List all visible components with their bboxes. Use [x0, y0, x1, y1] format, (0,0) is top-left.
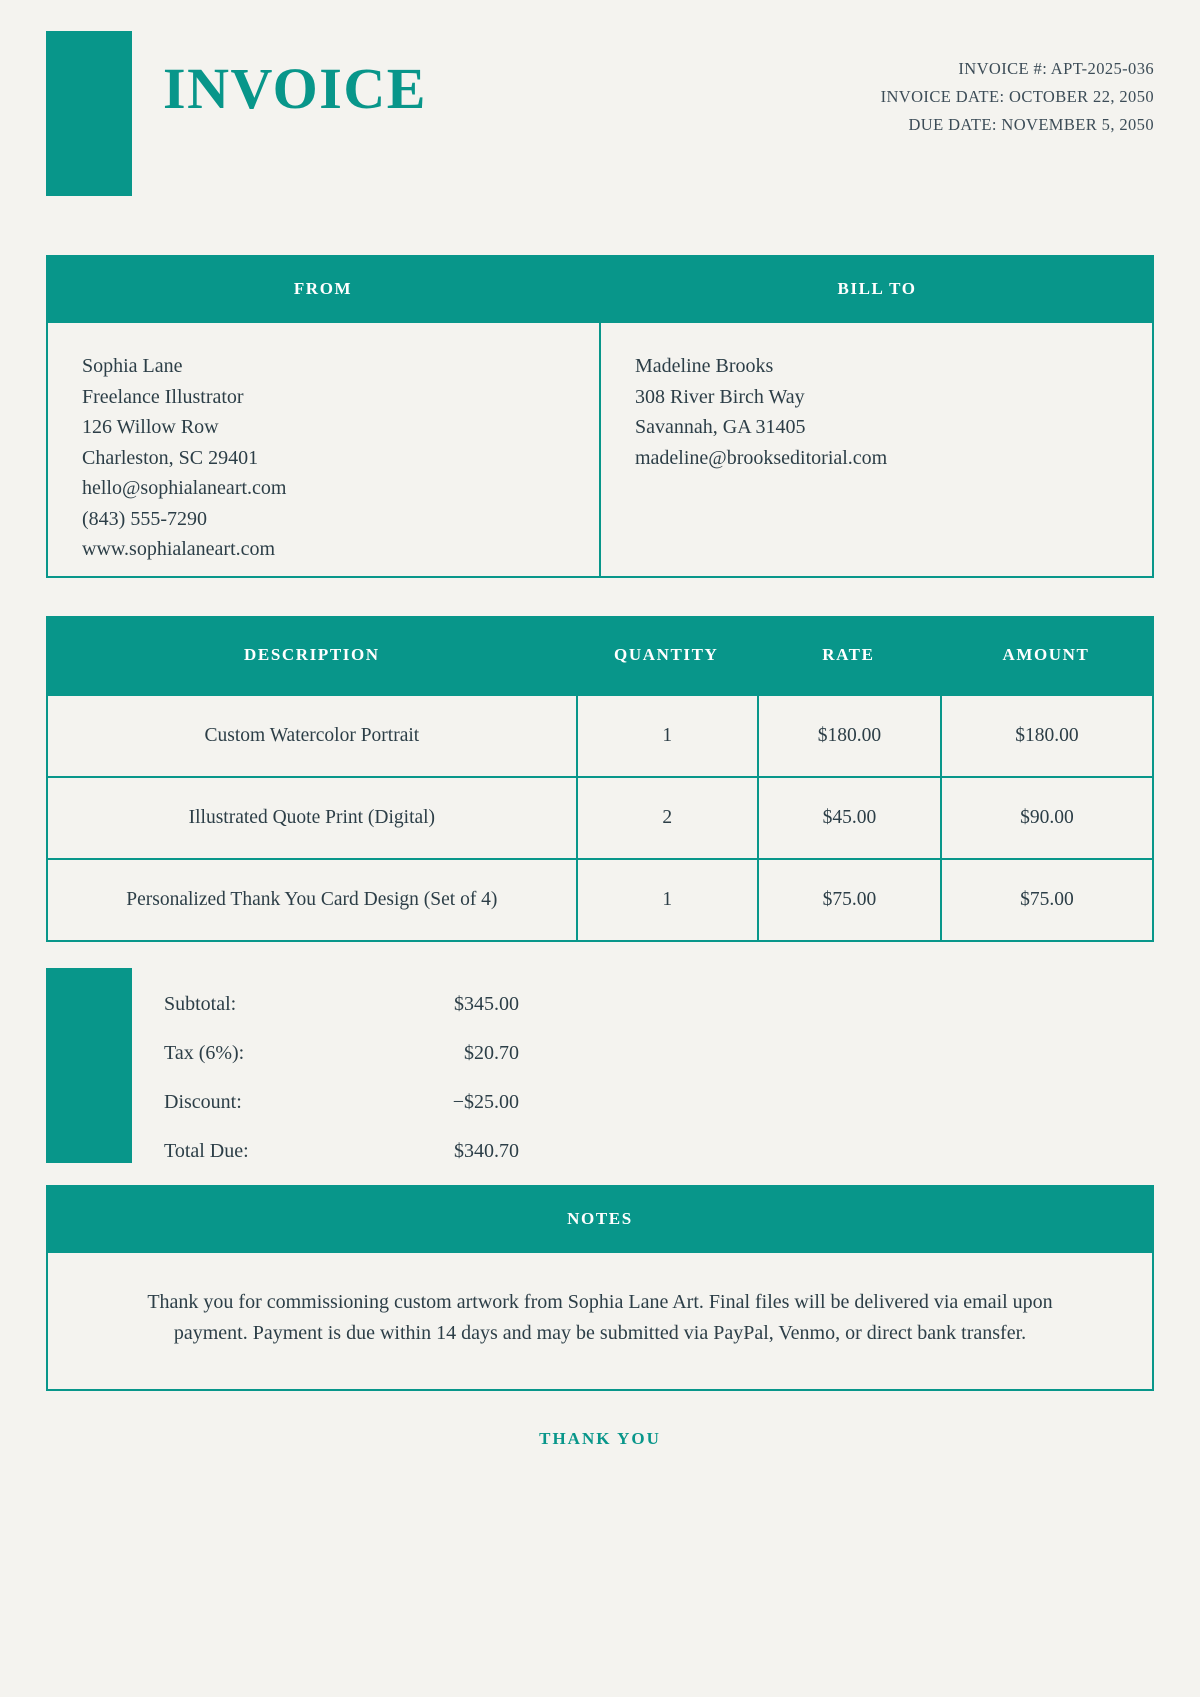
total-due-label: Total Due: — [164, 1140, 249, 1162]
item-quantity: 1 — [576, 860, 757, 940]
notes-heading: NOTES — [46, 1185, 1154, 1253]
thank-you-footer: THANK YOU — [539, 1429, 661, 1448]
discount-value: −$25.00 — [452, 1091, 519, 1113]
from-line: Charleston, SC 29401 — [82, 446, 259, 469]
invoice-header — [0, 0, 1200, 255]
subtotal-value: $345.00 — [454, 993, 519, 1015]
item-rate: $180.00 — [757, 696, 940, 776]
item-quantity: 1 — [576, 696, 757, 776]
item-description: Personalized Thank You Card Design (Set of 4) — [126, 889, 498, 910]
notes-section — [46, 1185, 1154, 1391]
discount-label: Discount: — [164, 1091, 242, 1113]
totals-rows — [164, 980, 519, 1176]
bill-to-line: 308 River Birch Way — [635, 385, 805, 408]
item-description: Custom Watercolor Portrait — [204, 725, 420, 746]
from-line: Sophia Lane — [82, 355, 183, 377]
bill-to-heading: BILL TO — [600, 255, 1154, 323]
invoice-number: INVOICE #: APT-2025-036 — [958, 59, 1154, 78]
total-due-value: $340.70 — [454, 1140, 519, 1162]
totals-section — [46, 968, 1154, 1163]
table-row — [48, 776, 1152, 858]
tax-value: $20.70 — [464, 1042, 519, 1064]
bill-to-line: Madeline Brooks — [635, 355, 774, 377]
totals-accent-block — [46, 968, 132, 1163]
bill-to-line: Savannah, GA 31405 — [635, 416, 806, 438]
line-items-table — [46, 616, 1154, 942]
parties-section — [46, 255, 1154, 578]
column-header-rate: RATE — [822, 645, 875, 664]
from-line: 126 Willow Row — [82, 416, 219, 438]
header-accent-bar — [46, 31, 132, 196]
item-amount: $75.00 — [940, 860, 1152, 940]
totals-row-tax — [164, 1029, 519, 1078]
notes-body: Thank you for commissioning custom artwork from Sophia Lane Art. Final files will be delivered via email upon payment. Payment is due within 14 days and may be submitted via PayPal, Venmo, or direct bank transfer. — [46, 1253, 1154, 1391]
item-quantity: 2 — [576, 778, 757, 858]
invoice-date: INVOICE DATE: OCTOBER 22, 2050 — [880, 87, 1154, 106]
subtotal-label: Subtotal: — [164, 993, 237, 1015]
totals-row-discount — [164, 1078, 519, 1127]
column-header-description: DESCRIPTION — [244, 645, 380, 664]
from-column — [46, 255, 600, 578]
item-rate: $75.00 — [757, 860, 940, 940]
table-row — [48, 858, 1152, 940]
bill-to-details — [600, 323, 1154, 578]
table-row — [48, 694, 1152, 776]
from-heading: FROM — [46, 255, 600, 323]
item-amount: $180.00 — [940, 696, 1152, 776]
totals-row-subtotal — [164, 980, 519, 1029]
item-description: Illustrated Quote Print (Digital) — [188, 807, 436, 828]
from-email: hello@sophialaneart.com — [82, 477, 287, 499]
page-title: INVOICE — [163, 56, 427, 121]
invoice-meta — [881, 55, 1154, 139]
item-rate: $45.00 — [757, 778, 940, 858]
table-header-row — [48, 616, 1152, 694]
item-amount: $90.00 — [940, 778, 1152, 858]
bill-to-email: madeline@brookseditorial.com — [635, 446, 888, 469]
column-header-amount: AMOUNT — [1002, 645, 1090, 664]
totals-row-total-due — [164, 1127, 519, 1176]
from-line: Freelance Illustrator — [82, 385, 244, 408]
bill-to-column — [600, 255, 1154, 578]
from-website: www.sophialaneart.com — [82, 538, 276, 560]
tax-label: Tax (6%): — [164, 1042, 245, 1064]
from-phone: (843) 555-7290 — [82, 507, 207, 530]
due-date: DUE DATE: NOVEMBER 5, 2050 — [908, 115, 1154, 134]
column-header-quantity: QUANTITY — [614, 645, 719, 664]
from-details — [46, 323, 600, 578]
